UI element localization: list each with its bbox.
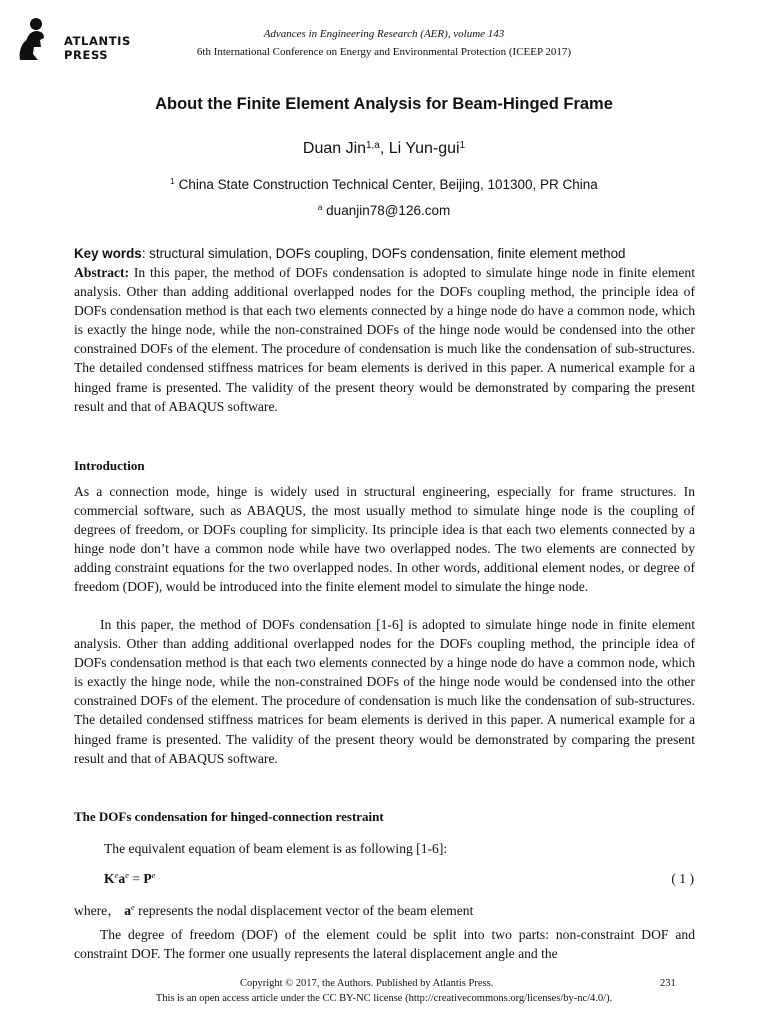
keywords-text: : structural simulation, DOFs coupling, DOFs condensation, finite element method [141, 246, 626, 261]
equation-where-clause [74, 901, 695, 920]
equation-symbol-k: K [104, 871, 115, 886]
affiliation-mark: 1 [170, 176, 175, 187]
author-affiliation-mark: 1,a [366, 139, 380, 151]
conference-header: 6th International Conference on Energy and Environmental Protection (ICEEP 2017) [196, 46, 572, 58]
publisher-name-line2: PRESS [64, 48, 109, 62]
author-email [0, 203, 768, 218]
where-text: represents the nodal displacement vector of the beam element [134, 903, 474, 918]
dof-paragraph: The degree of freedom (DOF) of the element could be split into two parts: non-constraint DOF and constraint DOF. The former one usually represents the lateral displacement angle and the [74, 927, 695, 962]
introduction-paragraph-1: As a connection mode, hinge is widely used in structural engineering, especially for frame structures. In commercial software, such as ABAQUS, the most usually method to simulate hinge node is the coupling of degrees of freedom, or DOFs coupling for simplicity. Its principle idea is that each two elements connected by a hinge node don’t have a common node while have two overlapped nodes. The two elements are connected by adding constraint equations for the two overlapped nodes. In other words, additional element nodes, or degree of freedom (DOF), would be introduced into the finite element model to simulate the hinge node. [74, 484, 695, 595]
equation-symbol-a: a [118, 871, 126, 886]
footer-copyright: Copyright © 2017, the Authors. Published by Atlantis Press. [240, 978, 494, 989]
author-line [0, 140, 768, 158]
equation-superscript: e [151, 870, 156, 881]
journal-header: Advances in Engineering Research (AER), volume 143 [263, 28, 505, 40]
author-name: Duan Jin [302, 140, 367, 157]
keywords [74, 244, 695, 263]
abstract-text: In this paper, the method of DOFs condensation is adopted to simulate hinge node in finite element analysis. Other than adding additional overlapped nodes for the DOFs coupling method, the principle idea of DOFs condensation method is that each two elements connected by a hinge node do have a common node, which is exactly the hinge node, while the non-constrained DOFs of the hinge node would be condensed into the other constrained DOFs of the element. The procedure of condensation is much like the condensation of sub-structures. The detailed condensed stiffness matrices for beam elements is derived in this paper. A numerical example for a hinged frame is presented. The validity of the present theory would be demonstrated by comparing the present result and that of ABAQUS software. [74, 265, 695, 414]
where-label: where， [74, 903, 121, 918]
keywords-label: Key words [74, 246, 142, 261]
email-text: duanjin78@126.com [322, 203, 451, 218]
where-superscript: e [131, 902, 135, 913]
email-mark: a [317, 202, 323, 213]
equation-superscript: e [114, 870, 119, 881]
author-separator: , [379, 140, 389, 157]
footer-license: This is an open access article under the CC BY-NC license (http://creativecommons.org/licenses/by-nc/4.0/). [155, 993, 613, 1004]
author-affiliation-mark: 1 [459, 139, 466, 151]
affiliation [0, 177, 768, 192]
section-heading-introduction: Introduction [74, 458, 145, 473]
equation-1 [104, 869, 725, 888]
author-name: Li Yun-gui [388, 140, 460, 157]
abstract [74, 263, 695, 416]
introduction-paragraph-2: In this paper, the method of DOFs condensation [1-6] is adopted to simulate hinge node in finite element analysis. Other than adding additional overlapped nodes for the DOFs coupling method, the principle idea of DOFs condensation method is that each two elements connected by a hinge node do have a common node, which is exactly the hinge node, while the non-constrained DOFs of the hinge node would be condensed into the other constrained DOFs of the element. The procedure of condensation is much like the condensation of sub-structures. The detailed condensed stiffness matrices for beam elements is derived in this paper. A numerical example for a hinged frame is presented. The validity of the present theory would be demonstrated by comparing the present result and that of ABAQUS software. [74, 617, 695, 766]
paper-title: About the Finite Element Analysis for Beam-Hinged Frame [155, 95, 613, 113]
equation-intro: The equivalent equation of beam element is as following [1-6]: [104, 841, 448, 856]
section-heading-dof-condensation: The DOFs condensation for hinged-connection restraint [74, 809, 384, 824]
affiliation-text: China State Construction Technical Center, Beijing, 101300, PR China [174, 177, 598, 192]
equation-superscript: e [125, 870, 129, 881]
equation-equals: = [128, 871, 144, 886]
where-symbol: a [124, 903, 132, 918]
abstract-label: Abstract: [74, 265, 130, 280]
equation-symbol-p: P [143, 871, 152, 886]
publisher-name-line1: ATLANTIS [64, 34, 131, 48]
equation-number: ( 1 ) [671, 871, 694, 886]
page-number: 231 [660, 978, 676, 989]
